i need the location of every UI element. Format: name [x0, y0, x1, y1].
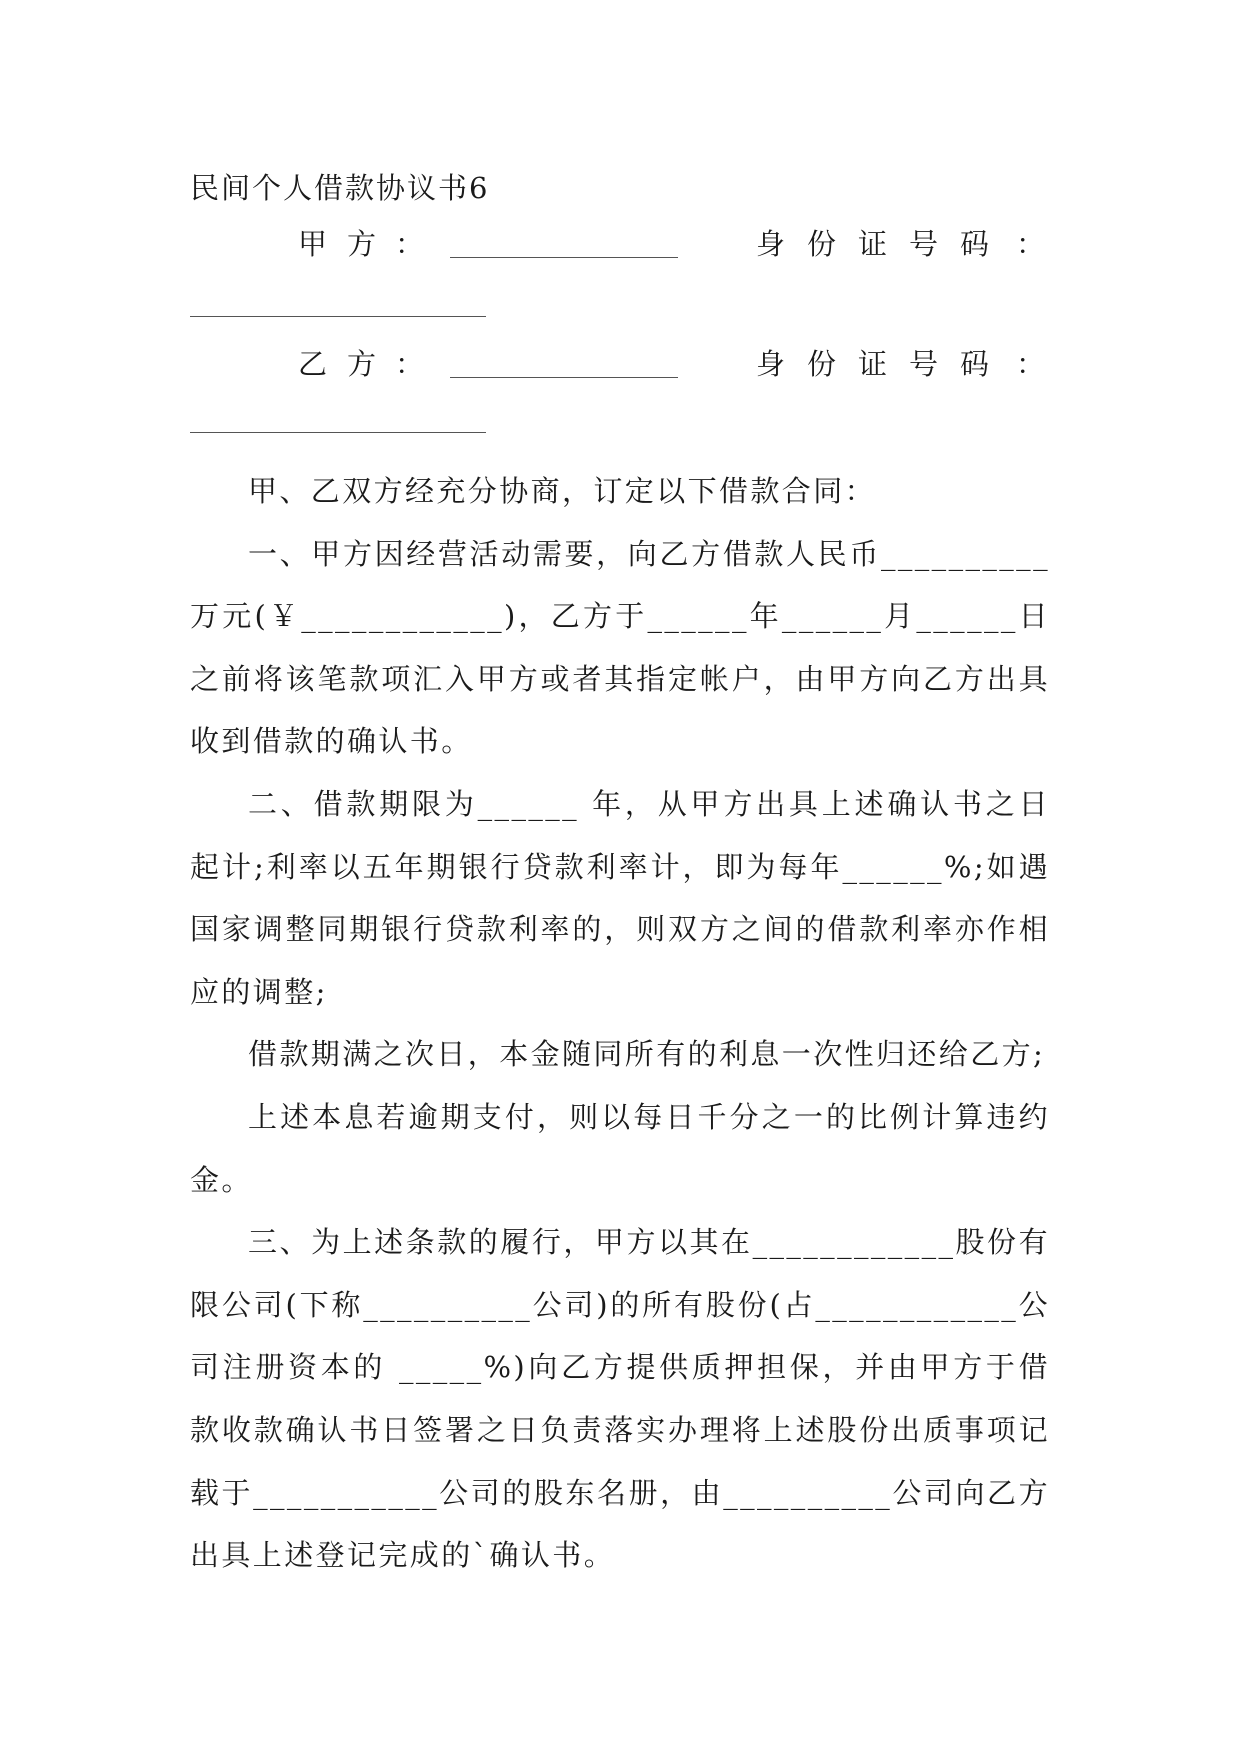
paragraph-clause-1: 一、甲方因经营活动需要，向乙方借款人民币__________万元(￥____________)，乙方于______年______月______日之前将该笔款项汇入甲方或者其指定帐户，由甲方向乙方出具收到借款的确认书。 — [190, 536, 1050, 759]
party-b-id-label: 身份证号码 — [756, 347, 1012, 381]
paragraph-intro: 甲、乙双方经充分协商，订定以下借款合同： — [248, 474, 877, 508]
party-a-label: 甲方 — [298, 227, 397, 261]
party-b-name-blank — [450, 377, 678, 378]
document-title: 民间个人借款协议书6 — [190, 171, 490, 205]
party-a-id-label: 身份证号码 — [756, 227, 1012, 261]
party-a-line — [190, 222, 1050, 262]
party-a-id-blank — [190, 316, 486, 317]
paragraph-clause-2: 二、借款期限为______ 年，从甲方出具上述确认书之日起计;利率以五年期银行贷款利率计，即为每年______%;如遇国家调整同期银行贷款利率的，则双方之间的借款利率亦作相应的调整; — [190, 786, 1050, 1009]
party-b-id-blank — [190, 432, 486, 433]
party-b-colon: ： — [395, 347, 425, 381]
party-a-id-colon: ： — [1016, 227, 1046, 261]
paragraph-penalty: 上述本息若逾期支付，则以每日千分之一的比例计算违约金。 — [190, 1099, 1050, 1197]
paragraph-repayment: 借款期满之次日，本金随同所有的利息一次性归还给乙方; — [248, 1037, 1046, 1072]
agreement-body — [190, 460, 1050, 1587]
party-b-line — [190, 342, 1050, 382]
paragraph-clause-3: 三、为上述条款的履行，甲方以其在____________股份有限公司(下称__________公司)的所有股份(占____________公司注册资本的 _____%)向乙方提供质押担保，并由甲方于借款收款确认书日签署之日负责落实办理将上述股份出质事项记载于___________公司的股东名册，由__________公司向乙方出具上述登记完成的`确认书。 — [190, 1225, 1050, 1573]
party-b-id-colon: ： — [1016, 347, 1046, 381]
party-a-colon: ： — [395, 227, 425, 261]
party-a-name-blank — [450, 257, 678, 258]
party-b-label: 乙方 — [298, 347, 397, 381]
